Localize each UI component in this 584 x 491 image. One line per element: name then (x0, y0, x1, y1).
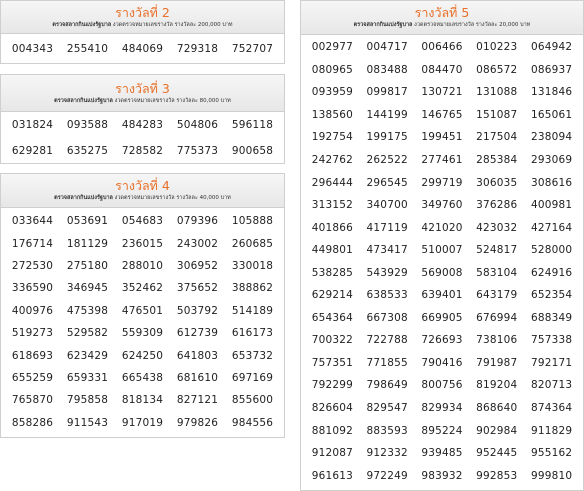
prize-5-number: 217504 (476, 131, 518, 144)
prize-5-number: 874364 (530, 402, 573, 415)
prize-5-number: 700322 (311, 334, 354, 347)
prize-5-number: 421020 (421, 221, 463, 234)
prize-5-number: 992853 (476, 469, 518, 482)
prize-4-number: 624250 (121, 349, 164, 362)
prize-5-number: 199451 (421, 131, 463, 144)
prize-4-number: 336590 (11, 282, 54, 295)
prize-2-number: 484069 (121, 42, 164, 55)
prize-5-number: 528000 (530, 244, 573, 257)
prize-4-number: 623429 (66, 349, 109, 362)
prize-5-title: รางวัลที่ 5 (414, 5, 470, 20)
prize-5-number: 146765 (421, 108, 463, 121)
prize-5-number: 299719 (421, 176, 463, 189)
prize-3-subtitle (1, 97, 284, 106)
prize-5-number: 400981 (530, 199, 573, 212)
prize-5-number: 004717 (366, 41, 408, 54)
prize-5-number: 086937 (530, 63, 573, 76)
prize-5-number: 242762 (311, 154, 354, 166)
prize-2-subtitle-bold: ตรวจสลากกินแบ่งรัฐบาล (52, 22, 112, 28)
prize-5-number: 643179 (476, 289, 518, 302)
prize-5-number: 912332 (366, 447, 408, 460)
prize-3-number: 031824 (11, 119, 54, 131)
prize-5-number: 293069 (530, 154, 573, 166)
prize-4-number: 243002 (176, 237, 219, 250)
prize-5-number: 667308 (366, 311, 408, 324)
prize-4-number: 917019 (121, 416, 164, 429)
prize-5-number: 639401 (421, 289, 463, 302)
prize-5-header (301, 1, 583, 35)
prize-4-number: 618693 (11, 349, 54, 362)
prize-5-number: 538285 (311, 266, 354, 279)
prize-5-number: 569008 (421, 266, 463, 279)
prize-4-number: 559309 (121, 327, 164, 340)
prize-5-number: 144199 (366, 108, 408, 121)
prize-3-number: 900658 (231, 145, 274, 157)
prize-3-number: 775373 (176, 145, 219, 157)
prize-4-number: 665438 (121, 371, 164, 384)
prize-5-number: 524817 (476, 244, 518, 257)
prize-3-number: 728582 (121, 145, 164, 157)
prize-2-number: 729318 (176, 42, 219, 55)
prize-5-number: 099817 (366, 86, 408, 99)
prize-5-number: 238094 (530, 131, 573, 144)
prize-5-number: 583104 (476, 266, 518, 279)
prize-4-number: 765870 (11, 394, 54, 407)
prize-4-number: 388862 (231, 282, 274, 295)
prize-5-number: 285384 (476, 154, 518, 166)
prize-4-number: 653732 (231, 349, 274, 362)
prize-5-subtitle-rest: งวดตรวจหมายเลขรางวัล รางวัลละ 20,000 บาท (412, 22, 531, 28)
prize-4-number: 475398 (66, 304, 109, 317)
prize-5-number: 771855 (366, 356, 408, 369)
prize-5-number: 652354 (530, 289, 573, 302)
prize-4-number: 105888 (231, 215, 274, 228)
prize-4-number: 375652 (176, 282, 219, 295)
prize-3-number: 629281 (11, 145, 54, 157)
prize-5-number: 296444 (311, 176, 354, 189)
prize-5-number: 972249 (366, 469, 408, 482)
prize-4-number: 181129 (66, 237, 109, 250)
prize-5-number: 010223 (476, 41, 518, 54)
prize-3-number: 596118 (231, 119, 274, 131)
prize-2-panel (0, 0, 285, 64)
prize-5-number: 427164 (530, 221, 573, 234)
prize-5-number: 131088 (476, 86, 518, 99)
prize-3-number: 093588 (66, 119, 109, 131)
prize-5-number: 006466 (421, 41, 463, 54)
prize-5-number: 757351 (311, 356, 354, 369)
prize-5-number: 999810 (530, 469, 573, 482)
prize-4-number: 979826 (176, 416, 219, 429)
prize-5-number: 449801 (311, 244, 354, 257)
prize-5-panel (300, 0, 584, 491)
prize-4-number: 346945 (66, 282, 109, 295)
prize-3-title: รางวัลที่ 3 (115, 81, 170, 96)
prize-5-number: 138560 (311, 108, 354, 121)
prize-4-number: 514189 (231, 304, 274, 317)
prize-4-number: 641803 (176, 349, 219, 362)
prize-5-number: 064942 (530, 41, 573, 54)
prize-4-number: 659331 (66, 371, 109, 384)
prize-3-header (1, 75, 284, 112)
prize-5-number: 654364 (311, 311, 354, 324)
prize-5-number: 130721 (421, 86, 463, 99)
prize-4-number: 503792 (176, 304, 219, 317)
prize-4-number: 288010 (121, 259, 164, 272)
prize-2-subtitle (1, 21, 284, 30)
prize-4-number: 400976 (11, 304, 54, 317)
prize-3-subtitle-rest: งวดตรวจหมายเลขรางวัล รางวัลละ 80,000 บาท (112, 98, 231, 104)
prize-5-number: 800756 (421, 379, 463, 392)
prize-5-number: 165061 (530, 108, 573, 121)
prize-5-number: 638533 (366, 289, 408, 302)
prize-2-header (1, 1, 284, 34)
prize-4-subtitle (1, 194, 284, 203)
prize-5-number: 798649 (366, 379, 408, 392)
prize-5-number: 543929 (366, 266, 408, 279)
prize-5-number: 819204 (476, 379, 518, 392)
prize-2-number: 255410 (66, 42, 109, 55)
prize-5-number: 308616 (530, 176, 573, 189)
prize-4-number: 612739 (176, 327, 219, 340)
prize-5-number: 983932 (421, 469, 463, 482)
prize-5-number: 624916 (530, 266, 573, 279)
prize-4-number: 697169 (231, 371, 274, 384)
prize-4-number: 260685 (231, 237, 274, 250)
prize-4-number: 827121 (176, 394, 219, 407)
prize-2-title: รางวัลที่ 2 (115, 5, 170, 20)
prize-4-panel (0, 173, 285, 438)
prize-5-number: 151087 (476, 108, 518, 121)
prize-5-number: 791987 (476, 356, 518, 369)
prize-4-number: 054683 (121, 215, 164, 228)
prize-4-number: 655259 (11, 371, 54, 384)
prize-5-number: 676994 (476, 311, 518, 324)
prize-4-number: 984556 (231, 416, 274, 429)
prize-5-number: 902984 (476, 424, 518, 437)
prize-5-number: 738106 (476, 334, 518, 347)
prize-3-number: 635275 (66, 145, 109, 157)
prize-4-number: 236015 (121, 237, 164, 250)
prize-5-number: 961613 (311, 469, 354, 482)
prize-5-number: 669905 (421, 311, 463, 324)
prize-5-number: 829934 (421, 402, 463, 415)
prize-4-number: 176714 (11, 237, 54, 250)
prize-3-number: 484283 (121, 119, 164, 131)
prize-5-number: 296545 (366, 176, 408, 189)
prize-5-number: 083488 (366, 63, 408, 76)
prize-4-number: 033644 (11, 215, 54, 228)
prize-5-number: 911829 (530, 424, 573, 437)
prize-5-number: 510007 (421, 244, 463, 257)
prize-5-number: 473417 (366, 244, 408, 257)
prize-5-number: 955162 (530, 447, 573, 460)
prize-5-number: 131846 (530, 86, 573, 99)
prize-2-number: 752707 (231, 42, 274, 55)
prize-5-number: 826604 (311, 402, 354, 415)
prize-5-number: 952445 (476, 447, 518, 460)
prize-4-number: 855600 (231, 394, 274, 407)
prize-2-number: 004343 (11, 42, 54, 55)
prize-5-number: 912087 (311, 447, 354, 460)
prize-5-number: 829547 (366, 402, 408, 415)
prize-5-number: 192754 (311, 131, 354, 144)
prize-5-number: 629214 (311, 289, 354, 302)
prize-4-number: 476501 (121, 304, 164, 317)
prize-4-number: 352462 (121, 282, 164, 295)
prize-5-number: 792299 (311, 379, 354, 392)
prize-4-number: 306952 (176, 259, 219, 272)
prize-4-number: 275180 (66, 259, 109, 272)
prize-5-number: 080965 (311, 63, 354, 76)
prize-4-number: 330018 (231, 259, 274, 272)
prize-4-number: 519273 (11, 327, 54, 340)
prize-5-number: 423032 (476, 221, 518, 234)
prize-5-number: 340700 (366, 199, 408, 212)
prize-5-number: 883593 (366, 424, 408, 437)
prize-5-number: 726693 (421, 334, 463, 347)
prize-5-number: 820713 (530, 379, 573, 392)
prize-4-number: 795858 (66, 394, 109, 407)
prize-5-number: 688349 (530, 311, 573, 324)
prize-5-number: 199175 (366, 131, 408, 144)
prize-4-number: 529582 (66, 327, 109, 340)
prize-5-number: 376286 (476, 199, 518, 212)
prize-5-number: 349760 (421, 199, 463, 212)
prize-5-number: 790416 (421, 356, 463, 369)
prize-5-number: 401866 (311, 221, 354, 234)
prize-2-subtitle-rest: งวดตรวจหมายเลขรางวัล รางวัลละ 200,000 บาท (111, 22, 233, 28)
prize-3-numbers (1, 112, 284, 164)
prize-3-subtitle-bold: ตรวจสลากกินแบ่งรัฐบาล (54, 98, 113, 104)
prize-3-panel (0, 74, 285, 164)
prize-5-number: 939485 (421, 447, 463, 460)
prize-4-subtitle-bold: ตรวจสลากกินแบ่งรัฐบาล (54, 195, 113, 201)
prize-4-number: 053691 (66, 215, 109, 228)
prize-4-number: 616173 (231, 327, 274, 340)
prize-4-number: 818134 (121, 394, 164, 407)
prize-2-numbers (1, 34, 284, 63)
prize-3-number: 504806 (176, 119, 219, 131)
prize-5-number: 895224 (421, 424, 463, 437)
prize-5-number: 313152 (311, 199, 354, 212)
prize-5-subtitle (301, 21, 583, 30)
prize-5-number: 417119 (366, 221, 408, 234)
prize-5-numbers (301, 35, 583, 487)
prize-5-number: 002977 (311, 41, 354, 54)
prize-4-header (1, 174, 284, 208)
prize-5-number: 262522 (366, 154, 408, 166)
prize-5-number: 792171 (530, 356, 573, 369)
prize-5-subtitle-bold: ตรวจสลากกินแบ่งรัฐบาล (353, 22, 413, 28)
prize-5-number: 084470 (421, 63, 463, 76)
prize-5-number: 881092 (311, 424, 354, 437)
prize-4-title: รางวัลที่ 4 (115, 178, 170, 193)
prize-5-number: 306035 (476, 176, 518, 189)
prize-4-number: 681610 (176, 371, 219, 384)
prize-5-number: 722788 (366, 334, 408, 347)
prize-5-number: 277461 (421, 154, 463, 166)
prize-4-numbers (1, 208, 284, 434)
prize-4-subtitle-rest: งวดตรวจหมายเลขรางวัล รางวัลละ 40,000 บาท (112, 195, 231, 201)
prize-4-number: 079396 (176, 215, 219, 228)
prize-4-number: 272530 (11, 259, 54, 272)
prize-5-number: 757338 (530, 334, 573, 347)
prize-5-number: 093959 (311, 86, 354, 99)
prize-5-number: 868640 (476, 402, 518, 415)
prize-5-number: 086572 (476, 63, 518, 76)
prize-4-number: 858286 (11, 416, 54, 429)
prize-4-number: 911543 (66, 416, 109, 429)
